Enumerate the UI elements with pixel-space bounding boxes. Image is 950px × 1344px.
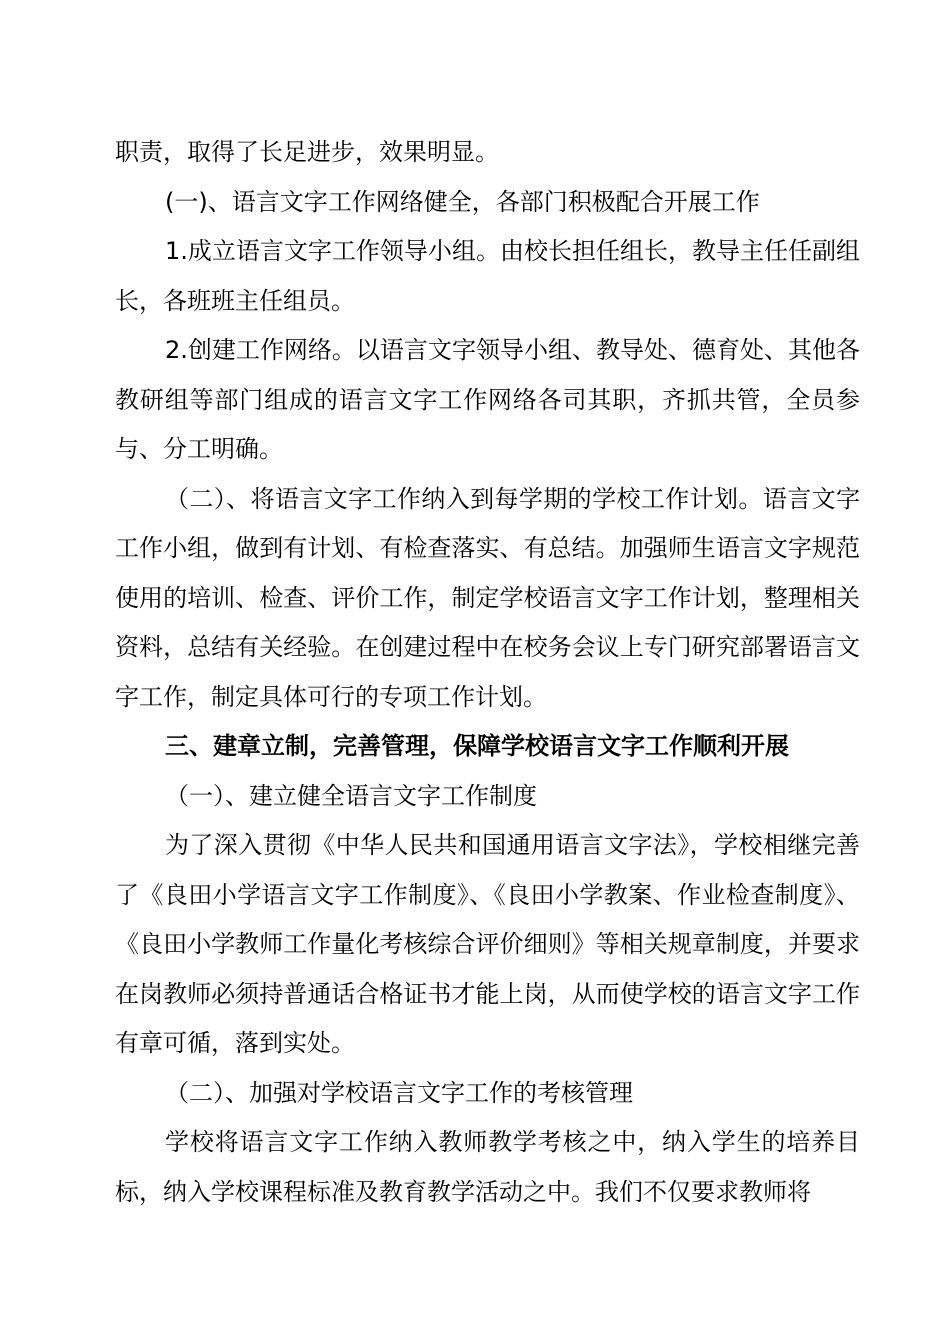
- paragraph-9: （二）、加强对学校语言文字工作的考核管理: [165, 1078, 633, 1107]
- paragraph-7: （一）、建立健全语言文字工作制度: [165, 781, 537, 810]
- section-heading: 三、建章立制，完善管理，保障学校语言文字工作顺利开展: [165, 732, 789, 760]
- paragraph-10: 学校将语言文字工作纳入教师教学考核之中，纳入学生的培养目标，纳入学校课程标准及教育教学活动之中。我们不仅要求教师将: [115, 1128, 860, 1206]
- paragraph-5: （二）、将语言文字工作纳入到每学期的学校工作计划。语言文字工作小组，做到有计划、有检查落实、有总结。加强师生语言文字规范使用的培训、检查、评价工作，制定学校语言文字工作计划，整理相关资料，总结有关经验。在创建过程中在校务会议上专门研究部署语言文字工作，制定具体可行的专项工作计划。: [115, 484, 860, 711]
- paragraph-3: 1.成立语言文字工作领导小组。由校长担任组长，教导主任任副组长，各班班主任组员。: [115, 237, 860, 315]
- paragraph-1: 职责，取得了长足进步，效果明显。: [115, 138, 499, 166]
- paragraph-2: (一)、语言文字工作网络健全，各部门积极配合开展工作: [165, 187, 760, 216]
- document-body: [115, 128, 860, 1217]
- paragraph-8: 为了深入贯彻《中华人民共和国通用语言文字法》，学校相继完善了《良田小学语言文字工作制度》、《良田小学教案、作业检查制度》、《良田小学教师工作量化考核综合评价细则》等相关规章制度，并要求在岗教师必须持普通话合格证书才能上岗，从而使学校的语言文字工作有章可循，落到实处。: [115, 831, 860, 1057]
- paragraph-4: 2.创建工作网络。以语言文字领导小组、教导处、德育处、其他各教研组等部门组成的语言文字工作网络各司其职，齐抓共管，全员参与、分工明确。: [115, 336, 860, 463]
